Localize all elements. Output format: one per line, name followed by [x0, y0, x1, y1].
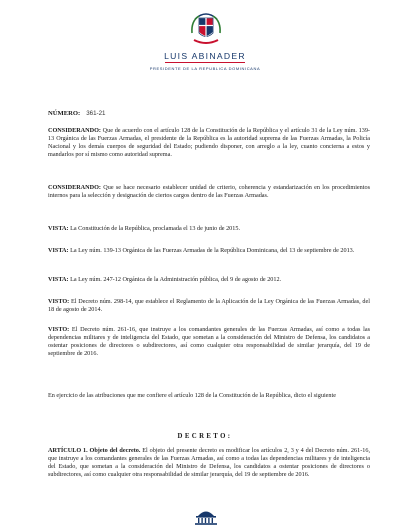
- vista-ley-139-13: [48, 247, 370, 255]
- paragraph-text: El Decreto núm. 298-14, que establece el Reglamento de la Aplicación de la Ley Orgánica de las Fuerzas Armadas, del 18 de agosto de 2014.: [48, 298, 370, 314]
- paragraph-lead: CONSIDERANDO:: [48, 127, 101, 134]
- considerando-2: [48, 184, 370, 200]
- visto-decreto-298-14: [48, 298, 370, 314]
- decree-heading: DECRETO:: [177, 433, 233, 440]
- paragraph-lead: VISTA:: [48, 276, 69, 283]
- paragraph-lead: VISTO:: [48, 326, 70, 333]
- paragraph-text: En ejercicio de las atribuciones que me confiere el artículo 128 de la Constitución de la República, dicto el siguiente: [48, 392, 336, 399]
- paragraph-text: El objeto del presente decreto es modificar los artículos 2, 3 y 4 del Decreto núm. 261-16, que instruye a los comandantes generales de las Fuerzas Armadas, así como a todas las dependencias militares y de inteligencia del Estado, que sometan a la consideración del Ministro de Defensa, los candidatos a ostentar posiciones de directores o subdirectores, así como cualquier otra responsabilidad de similar jerarquía, del 19 de septiembre de 2016.: [48, 447, 370, 479]
- author-name: LUIS ABINADER: [164, 51, 246, 61]
- paragraph-text: La Ley núm. 139-13 Orgánica de las Fuerzas Armadas de la República Dominicana, del 13 de septiembre de 2013.: [68, 247, 355, 254]
- articulo-1: [48, 447, 370, 479]
- national-palace-icon: [193, 507, 219, 525]
- paragraph-lead: ARTÍCULO 1. Objeto del decreto.: [48, 447, 141, 454]
- header-divider: [165, 62, 245, 63]
- visto-decreto-261-16: [48, 326, 370, 358]
- paragraph-text: La Ley núm. 247-12 Orgánica de la Administración pública, del 9 de agosto de 2012.: [68, 276, 282, 283]
- paragraph-lead: CONSIDERANDO:: [48, 184, 101, 191]
- atribuciones-paragraph: [48, 392, 370, 400]
- considerando-1: [48, 127, 370, 159]
- paragraph-text: Que de acuerdo con el artículo 128 de la Constitución de la República y el artículo 31 de la Ley núm. 139-13 Orgánica de las Fuerzas Armadas, el presidente de la República es la autoridad suprema de las Fuerzas Armadas, la Policía Nacional y los demás cuerpos de seguridad del Estado; pudiendo disponer, con arreglo a la ley, cuanto concierna a estos y mandarlos por sí mismo como autoridad suprema.: [48, 127, 370, 159]
- vista-constitucion: [48, 225, 370, 233]
- paragraph-lead: VISTA:: [48, 225, 69, 232]
- author-title: PRESIDENTE DE LA REPUBLICA DOMINICANA: [149, 66, 261, 71]
- paragraph-text: El Decreto núm. 261-16, que instruye a los comandantes generales de las Fuerzas Armadas, así como a todas las dependencias militares y de inteligencia del Estado, que sometan a la consideración del Ministro de Defensa, los candidatos a ostentar posiciones de directores o subdirectores, así como cualquier otra responsabilidad de similar jerarquía, del 19 de septiembre de 2016.: [48, 326, 370, 358]
- paragraph-lead: VISTO:: [48, 298, 70, 305]
- paragraph-lead: VISTA:: [48, 247, 69, 254]
- vista-ley-247-12: [48, 276, 370, 284]
- decree-number-label: NÚMERO:: [48, 110, 81, 117]
- decree-number-value: 361-21: [86, 110, 106, 117]
- decree-number: [48, 110, 106, 117]
- coat-of-arms-icon: [189, 9, 223, 49]
- paragraph-text: La Constitución de la República, proclamada el 13 de junio de 2015.: [68, 225, 241, 232]
- paragraph-text: Que se hace necesario establecer unidad de criterio, coherencia y estandarización en los procedimientos internos para la selección y designación de ciertos cargos dentro de las Fuerzas Armadas.: [48, 184, 370, 200]
